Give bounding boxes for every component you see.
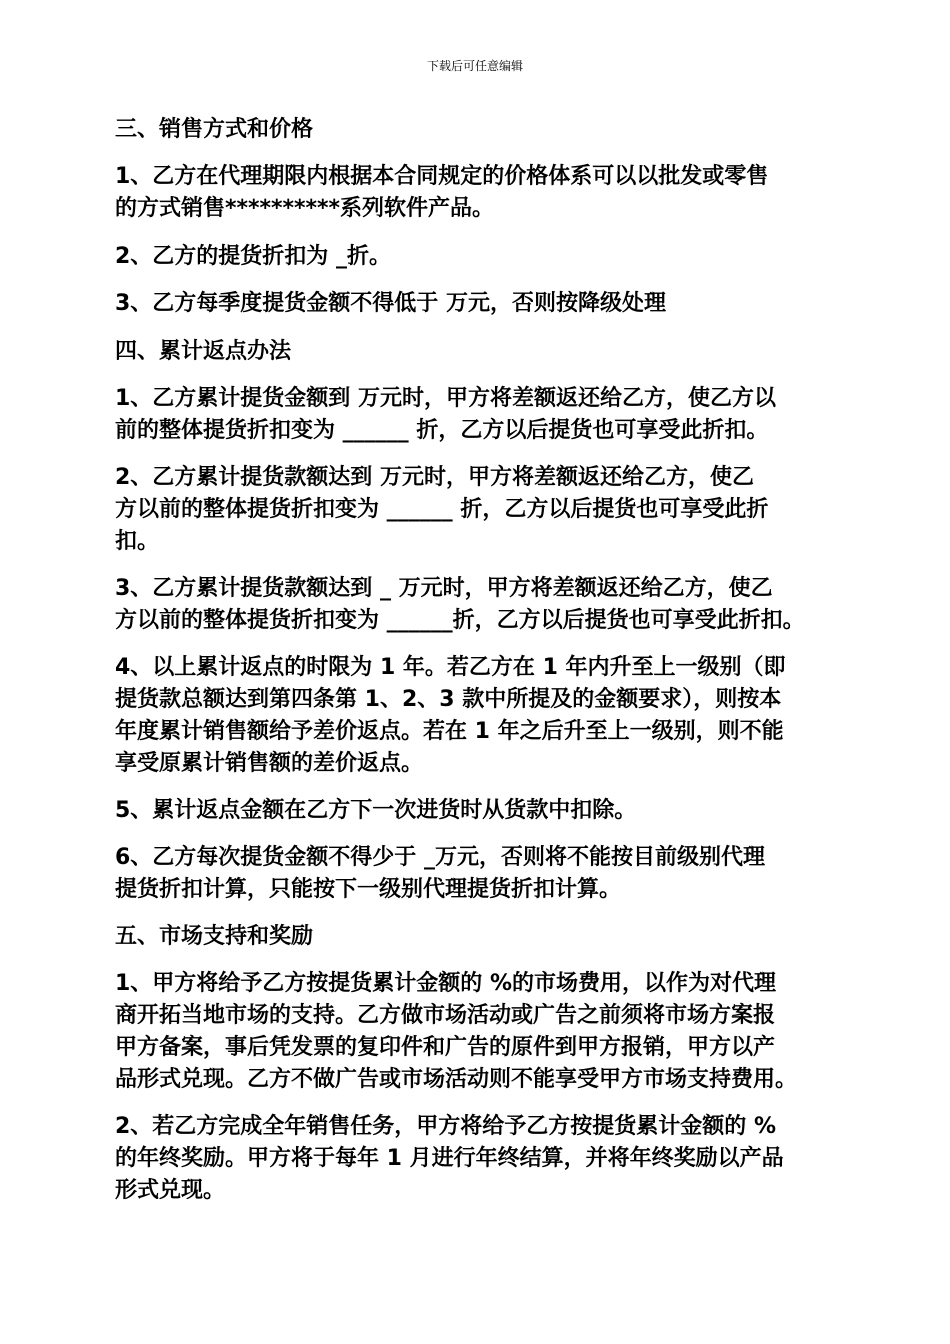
paragraph-line: 品形式兑现。乙方不做广告或市场活动则不能享受甲方市场支持费用。	[115, 1067, 798, 1092]
paragraph-line: 商开拓当地市场的支持。乙方做市场活动或广告之前须将市场方案报	[115, 1003, 776, 1028]
paragraph-line: 2、若乙方完成全年销售任务，甲方将给予乙方按提货累计金额的 %	[115, 1114, 777, 1139]
paragraph-line: 2、乙方的提货折扣为 _折。	[115, 244, 391, 269]
section-heading: 四、累计返点办法	[115, 339, 292, 364]
section-heading: 五、市场支持和奖励	[115, 924, 314, 949]
paragraph-line: 5、累计返点金额在乙方下一次进货时从货款中扣除。	[115, 798, 637, 823]
paragraph-line: 3、乙方每季度提货金额不得低于 万元，否则按降级处理	[115, 291, 666, 316]
paragraph-line: 提货款总额达到第四条第 1、2、3 款中所提及的金额要求），则按本	[115, 687, 782, 712]
paragraph-line: 享受原累计销售额的差价返点。	[115, 751, 424, 776]
paragraph-line: 方以前的整体提货折扣变为 ______ 折，乙方以后提货也可享受此折	[115, 497, 769, 522]
paragraph-line: 1、乙方累计提货金额到 万元时，甲方将差额返还给乙方，使乙方以	[115, 386, 776, 411]
section-heading: 三、销售方式和价格	[115, 117, 314, 142]
paragraph-line: 扣。	[115, 529, 160, 554]
paragraph-line: 形式兑现。	[115, 1178, 226, 1203]
paragraph-line: 方以前的整体提货折扣变为 ______折，乙方以后提货也可享受此折扣。	[115, 608, 805, 633]
paragraph-line: 前的整体提货折扣变为 ______ 折，乙方以后提货也可享受此折扣。	[115, 418, 769, 443]
paragraph-line: 1、甲方将给予乙方按提货累计金额的 %的市场费用，以作为对代理	[115, 971, 777, 996]
paragraph-line: 提货折扣计算，只能按下一级别代理提货折扣计算。	[115, 877, 622, 902]
paragraph-line: 3、乙方累计提货款额达到 _ 万元时，甲方将差额返还给乙方，使乙	[115, 576, 773, 601]
paragraph-line: 年度累计销售额给予差价返点。若在 1 年之后升至上一级别，则不能	[115, 719, 784, 744]
paragraph-line: 的年终奖励。甲方将于每年 1 月进行年终结算，并将年终奖励以产品	[115, 1146, 784, 1171]
paragraph-line: 甲方备案，事后凭发票的复印件和广告的原件到甲方报销，甲方以产	[115, 1035, 776, 1060]
paragraph-line: 2、乙方累计提货款额达到 万元时，甲方将差额返还给乙方，使乙	[115, 465, 754, 490]
paragraph-line: 的方式销售**********系列软件产品。	[115, 196, 495, 221]
paragraph-line: 4、以上累计返点的时限为 1 年。若乙方在 1 年内升至上一级别（即	[115, 655, 786, 680]
page-header: 下载后可任意编辑	[426, 59, 523, 73]
paragraph-line: 1、乙方在代理期限内根据本合同规定的价格体系可以以批发或零售	[115, 164, 769, 189]
paragraph-line: 6、乙方每次提货金额不得少于 _万元，否则将不能按目前级别代理	[115, 845, 765, 870]
